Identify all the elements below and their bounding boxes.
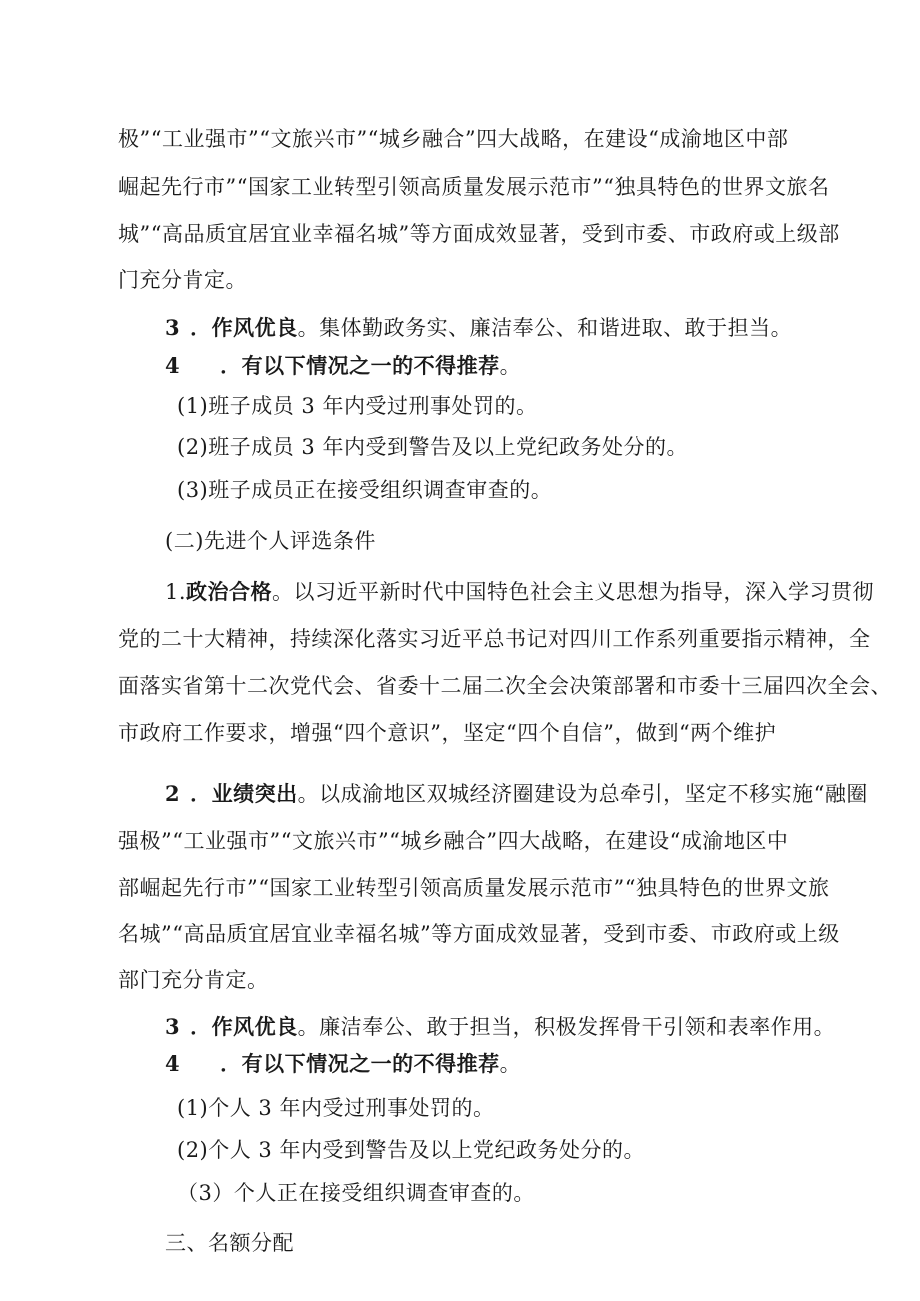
section-heading: 三、名额分配: [165, 1231, 294, 1255]
item-text: 。: [499, 1052, 522, 1076]
item-text: 。廉洁奉公、敢于担当，积极发挥骨干引领和表率作用。: [297, 1015, 836, 1039]
item-number: 2: [165, 781, 181, 806]
paragraph-line: 党的二十大精神，持续深化落实习近平总书记对四川工作系列重要指示精神，全: [118, 627, 871, 651]
paragraph-line: 崛起先行市”“国家工业转型引领高质量发展示范市”“独具特色的世界文旅名: [118, 175, 830, 199]
item-heading: ．作风优良: [190, 315, 298, 340]
criteria-item-1: [165, 577, 874, 607]
item-number: 4: [165, 353, 181, 378]
item-text: 。以成渝地区双城经济圈建设为总牵引，坚定不移实施“融圈: [297, 782, 868, 806]
exclusion-item: (1)个人 3 年内受过刑事处罚的。: [177, 1096, 495, 1120]
item-heading: 政治合格: [186, 579, 273, 604]
item-text: 。: [499, 354, 522, 378]
item-number: 1.: [165, 580, 187, 604]
paragraph-line: 极”“工业强市”“文旅兴市”“城乡融合”四大战略，在建设“成渝地区中部: [118, 127, 789, 151]
paragraph-line: 面落实省第十二次党代会、省委十二届二次全会决策部署和市委十三届四次全会、: [118, 674, 892, 698]
item-heading: ．业绩突出: [190, 781, 298, 806]
item-heading: ．作风优良: [190, 1014, 298, 1039]
criteria-item-3: [165, 1012, 835, 1042]
paragraph-line: 名城”“高品质宜居宜业幸福名城”等方面成效显著，受到市委、市政府或上级: [118, 922, 840, 946]
paragraph-line: 部门充分肯定。: [118, 968, 269, 992]
item-number: 3: [165, 1014, 181, 1039]
item-text: 。集体勤政务实、廉洁奉公、和谐进取、敢于担当。: [297, 316, 793, 340]
exclusion-item: (1)班子成员 3 年内受过刑事处罚的。: [177, 394, 538, 418]
item-number: 3: [165, 315, 181, 340]
criteria-item-4: [165, 351, 521, 381]
item-text: 。以习近平新时代中国特色社会主义思想为指导，深入学习贯彻: [272, 580, 875, 604]
exclusion-item: (2)班子成员 3 年内受到警告及以上党纪政务处分的。: [177, 435, 688, 459]
criteria-item-4: [165, 1049, 521, 1079]
criteria-item-2: [165, 779, 868, 809]
section-heading: (二)先进个人评选条件: [165, 529, 376, 553]
exclusion-item: （3）个人正在接受组织调查审查的。: [177, 1181, 535, 1205]
item-heading: ．有以下情况之一的不得推荐: [220, 1051, 500, 1076]
item-heading: ．有以下情况之一的不得推荐: [220, 353, 500, 378]
exclusion-item: (3)班子成员正在接受组织调查审查的。: [177, 478, 553, 502]
exclusion-item: (2)个人 3 年内受到警告及以上党纪政务处分的。: [177, 1138, 645, 1162]
paragraph-line: 市政府工作要求，增强“四个意识”，坚定“四个自信”，做到“两个维护: [118, 721, 777, 745]
paragraph-line: 强极”“工业强市”“文旅兴市”“城乡融合”四大战略，在建设“成渝地区中: [118, 829, 789, 853]
criteria-item-3: [165, 313, 792, 343]
paragraph-line: 门充分肯定。: [118, 268, 247, 292]
item-number: 4: [165, 1051, 181, 1076]
paragraph-line: 城”“高品质宜居宜业幸福名城”等方面成效显著，受到市委、市政府或上级部: [118, 222, 840, 246]
paragraph-line: 部崛起先行市”“国家工业转型引领高质量发展示范市”“独具特色的世界文旅: [118, 876, 830, 900]
